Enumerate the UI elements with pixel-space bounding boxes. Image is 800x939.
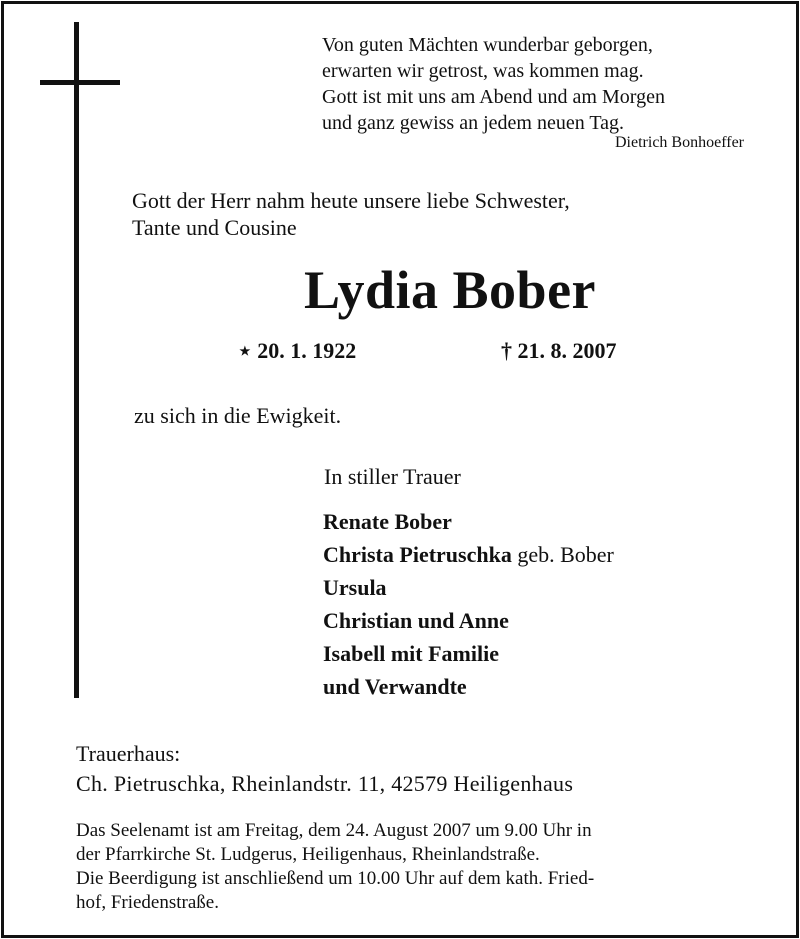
cross-icon-horizontal-beam (40, 80, 120, 85)
intro-text (132, 187, 570, 241)
mourning-label: In stiller Trauer (324, 464, 461, 489)
quote-line: erwarten wir getrost, was kommen mag. (322, 60, 644, 82)
family-member-name: und Verwandte (323, 674, 467, 699)
family-member-name: Renate Bober (323, 509, 452, 534)
eternity-text: zu sich in die Ewigkeit. (134, 403, 342, 428)
family-member-name: Christian und Anne (323, 608, 509, 633)
obituary-frame (1, 1, 799, 938)
deceased-name: Lydia Bober (303, 260, 597, 320)
family-member (323, 538, 614, 571)
family-member-name: Isabell mit Familie (323, 641, 499, 666)
family-member (323, 604, 614, 637)
family-member (323, 571, 614, 604)
quote-line: Gott ist mit uns am Abend und am Morgen (322, 86, 665, 108)
service-line: hof, Friedenstraße. (76, 892, 219, 913)
intro-line: Gott der Herr nahm heute unsere liebe Schwester, (132, 188, 570, 213)
family-member (323, 670, 614, 703)
service-line: Das Seelenamt ist am Freitag, dem 24. August 2007 um 9.00 Uhr in (76, 820, 592, 841)
quote-line: und ganz gewiss an jedem neuen Tag. (322, 112, 625, 134)
family-list (323, 505, 614, 703)
quote-line: Von guten Mächten wunderbar geborgen, (322, 34, 653, 56)
birth-date: ⋆ 20. 1. 1922 (238, 338, 357, 363)
family-member (323, 505, 614, 538)
service-line: Die Beerdigung ist anschließend um 10.00 Uhr auf dem kath. Fried- (76, 868, 595, 889)
funeral-service-info (76, 819, 766, 915)
bonhoeffer-quote (322, 32, 665, 136)
service-line: der Pfarrkirche St. Ludgerus, Heiligenhaus, Rheinlandstraße. (76, 844, 540, 865)
death-date: † 21. 8. 2007 (501, 338, 617, 363)
mourning-house-address: Ch. Pietruschka, Rheinlandstr. 11, 42579 Heiligenhaus (76, 771, 574, 796)
mourning-house-label: Trauerhaus: (76, 741, 181, 766)
family-member-name: Ursula (323, 575, 387, 600)
intro-line: Tante und Cousine (132, 215, 297, 240)
family-member-name: Christa Pietruschka (323, 542, 512, 567)
family-member-suffix: geb. Bober (511, 542, 614, 567)
quote-author: Dietrich Bonhoeffer (615, 134, 744, 151)
family-member (323, 637, 614, 670)
cross-icon-vertical-beam (74, 22, 79, 698)
